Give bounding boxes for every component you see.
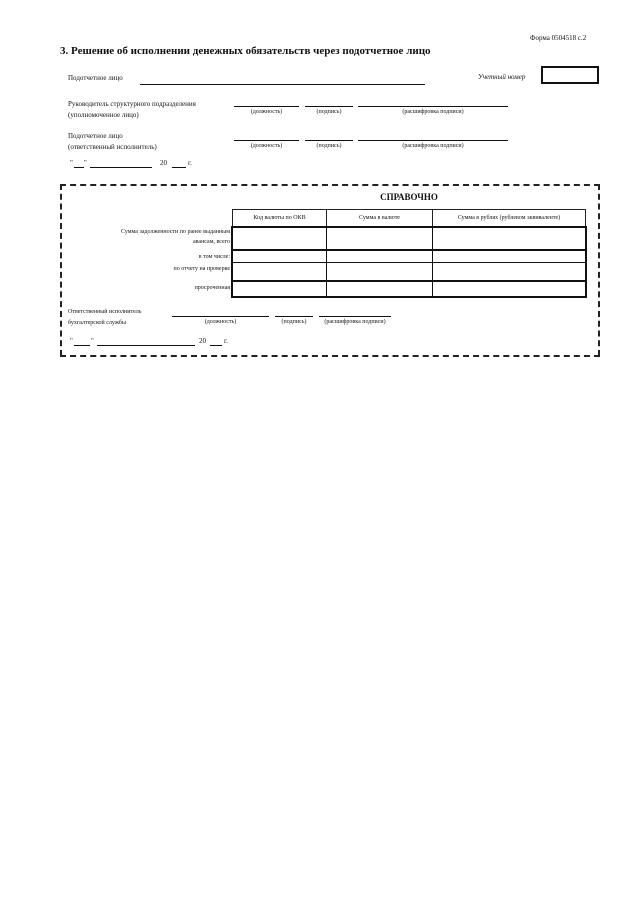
head-signature-field[interactable] bbox=[305, 106, 353, 107]
grid-row-divider-2 bbox=[231, 262, 587, 263]
executor-signature-hint: (подпись) bbox=[316, 143, 342, 149]
date1-year-suffix: г. bbox=[188, 159, 192, 167]
reg-number-field[interactable] bbox=[541, 66, 599, 84]
date1-year-prefix: 20 bbox=[160, 159, 167, 167]
date1-quote-close: " bbox=[84, 159, 87, 167]
responsible-position-field[interactable] bbox=[172, 316, 269, 317]
date1-month-field[interactable] bbox=[90, 167, 152, 168]
cell-total-currency-code[interactable] bbox=[233, 228, 325, 248]
page-title: 3. Решение об исполнении денежных обязательств через подотчетное лицо bbox=[60, 45, 431, 57]
head-position-field[interactable] bbox=[234, 106, 299, 107]
date2-year-suffix: г. bbox=[224, 337, 228, 345]
date2-quote-open: " bbox=[70, 337, 73, 345]
cell-total-sum-rub[interactable] bbox=[434, 228, 585, 248]
responsible-decoding-field[interactable] bbox=[319, 316, 391, 317]
reg-number-label: Учетный номер bbox=[478, 73, 526, 81]
date1-year-field[interactable] bbox=[172, 167, 186, 168]
head-label-line2: (уполномоченное лицо) bbox=[68, 111, 139, 119]
responsible-position-hint: (должность) bbox=[204, 319, 237, 325]
responsible-signature-hint: (подпись) bbox=[281, 319, 307, 325]
executor-label-line2: (ответственный исполнитель) bbox=[68, 143, 157, 151]
grid-row-divider-1 bbox=[231, 249, 587, 251]
reference-frame-bottom bbox=[60, 355, 600, 357]
date1-day-field[interactable] bbox=[74, 167, 84, 168]
executor-position-field[interactable] bbox=[234, 140, 299, 141]
accountable-name-field[interactable] bbox=[140, 84, 425, 85]
executor-decoding-field[interactable] bbox=[358, 140, 508, 141]
reference-frame-right bbox=[598, 184, 600, 356]
row-label-on-check: по отчету на проверке bbox=[173, 266, 230, 272]
head-label-line1: Руководитель структурного подразделения bbox=[68, 100, 196, 108]
head-signature-hint: (подпись) bbox=[316, 109, 342, 115]
head-decoding-field[interactable] bbox=[358, 106, 508, 107]
cell-overdue-currency-code[interactable] bbox=[233, 282, 325, 296]
col-header-sum-currency: Сумма в валюте bbox=[326, 209, 433, 227]
reference-title: СПРАВОЧНО bbox=[380, 192, 438, 202]
date2-month-field[interactable] bbox=[97, 345, 195, 346]
cell-on-check-currency-code[interactable] bbox=[233, 264, 325, 279]
reference-frame-top bbox=[60, 184, 600, 186]
head-decoding-hint: (расшифровка подписи) bbox=[402, 109, 464, 115]
accountable-label: Подотчетное лицо bbox=[68, 74, 123, 82]
date2-day-field[interactable] bbox=[74, 345, 90, 346]
row-label-total-line1: Сумма задолженности по ранее выданным bbox=[120, 229, 230, 235]
grid-col-divider-2 bbox=[432, 226, 433, 298]
row-label-total-line2: авансам, всего bbox=[193, 239, 230, 245]
cell-overdue-sum-rub[interactable] bbox=[434, 282, 585, 296]
responsible-label-line1: Ответственный исполнитель bbox=[68, 309, 142, 315]
cell-total-sum-currency[interactable] bbox=[328, 228, 431, 248]
grid-col-divider-1 bbox=[326, 226, 327, 298]
date2-year-field[interactable] bbox=[210, 345, 222, 346]
responsible-label-line2: бухгалтерской службы bbox=[68, 320, 126, 326]
reference-frame-left bbox=[60, 184, 62, 356]
row-label-overdue: просроченная bbox=[194, 285, 230, 291]
cell-overdue-sum-currency[interactable] bbox=[328, 282, 431, 296]
col-header-currency-code: Код валюты по ОКВ bbox=[232, 209, 327, 227]
executor-signature-field[interactable] bbox=[305, 140, 353, 141]
form-label: Форма 0504518 с.2 bbox=[530, 34, 587, 42]
executor-position-hint: (должность) bbox=[250, 143, 283, 149]
executor-decoding-hint: (расшифровка подписи) bbox=[402, 143, 464, 149]
responsible-signature-field[interactable] bbox=[275, 316, 313, 317]
head-position-hint: (должность) bbox=[250, 109, 283, 115]
cell-on-check-sum-rub[interactable] bbox=[434, 264, 585, 279]
cell-on-check-sum-currency[interactable] bbox=[328, 264, 431, 279]
row-label-including: в том числе: bbox=[198, 254, 230, 260]
date2-year-prefix: 20 bbox=[199, 337, 206, 345]
col-header-sum-rub: Сумма в рублях (рублевом эквиваленте) bbox=[432, 209, 586, 227]
date1-quote-open: " bbox=[70, 159, 73, 167]
responsible-decoding-hint: (расшифровка подписи) bbox=[324, 319, 386, 325]
executor-label-line1: Подотчетное лицо bbox=[68, 132, 123, 140]
date2-quote-close: " bbox=[91, 337, 94, 345]
